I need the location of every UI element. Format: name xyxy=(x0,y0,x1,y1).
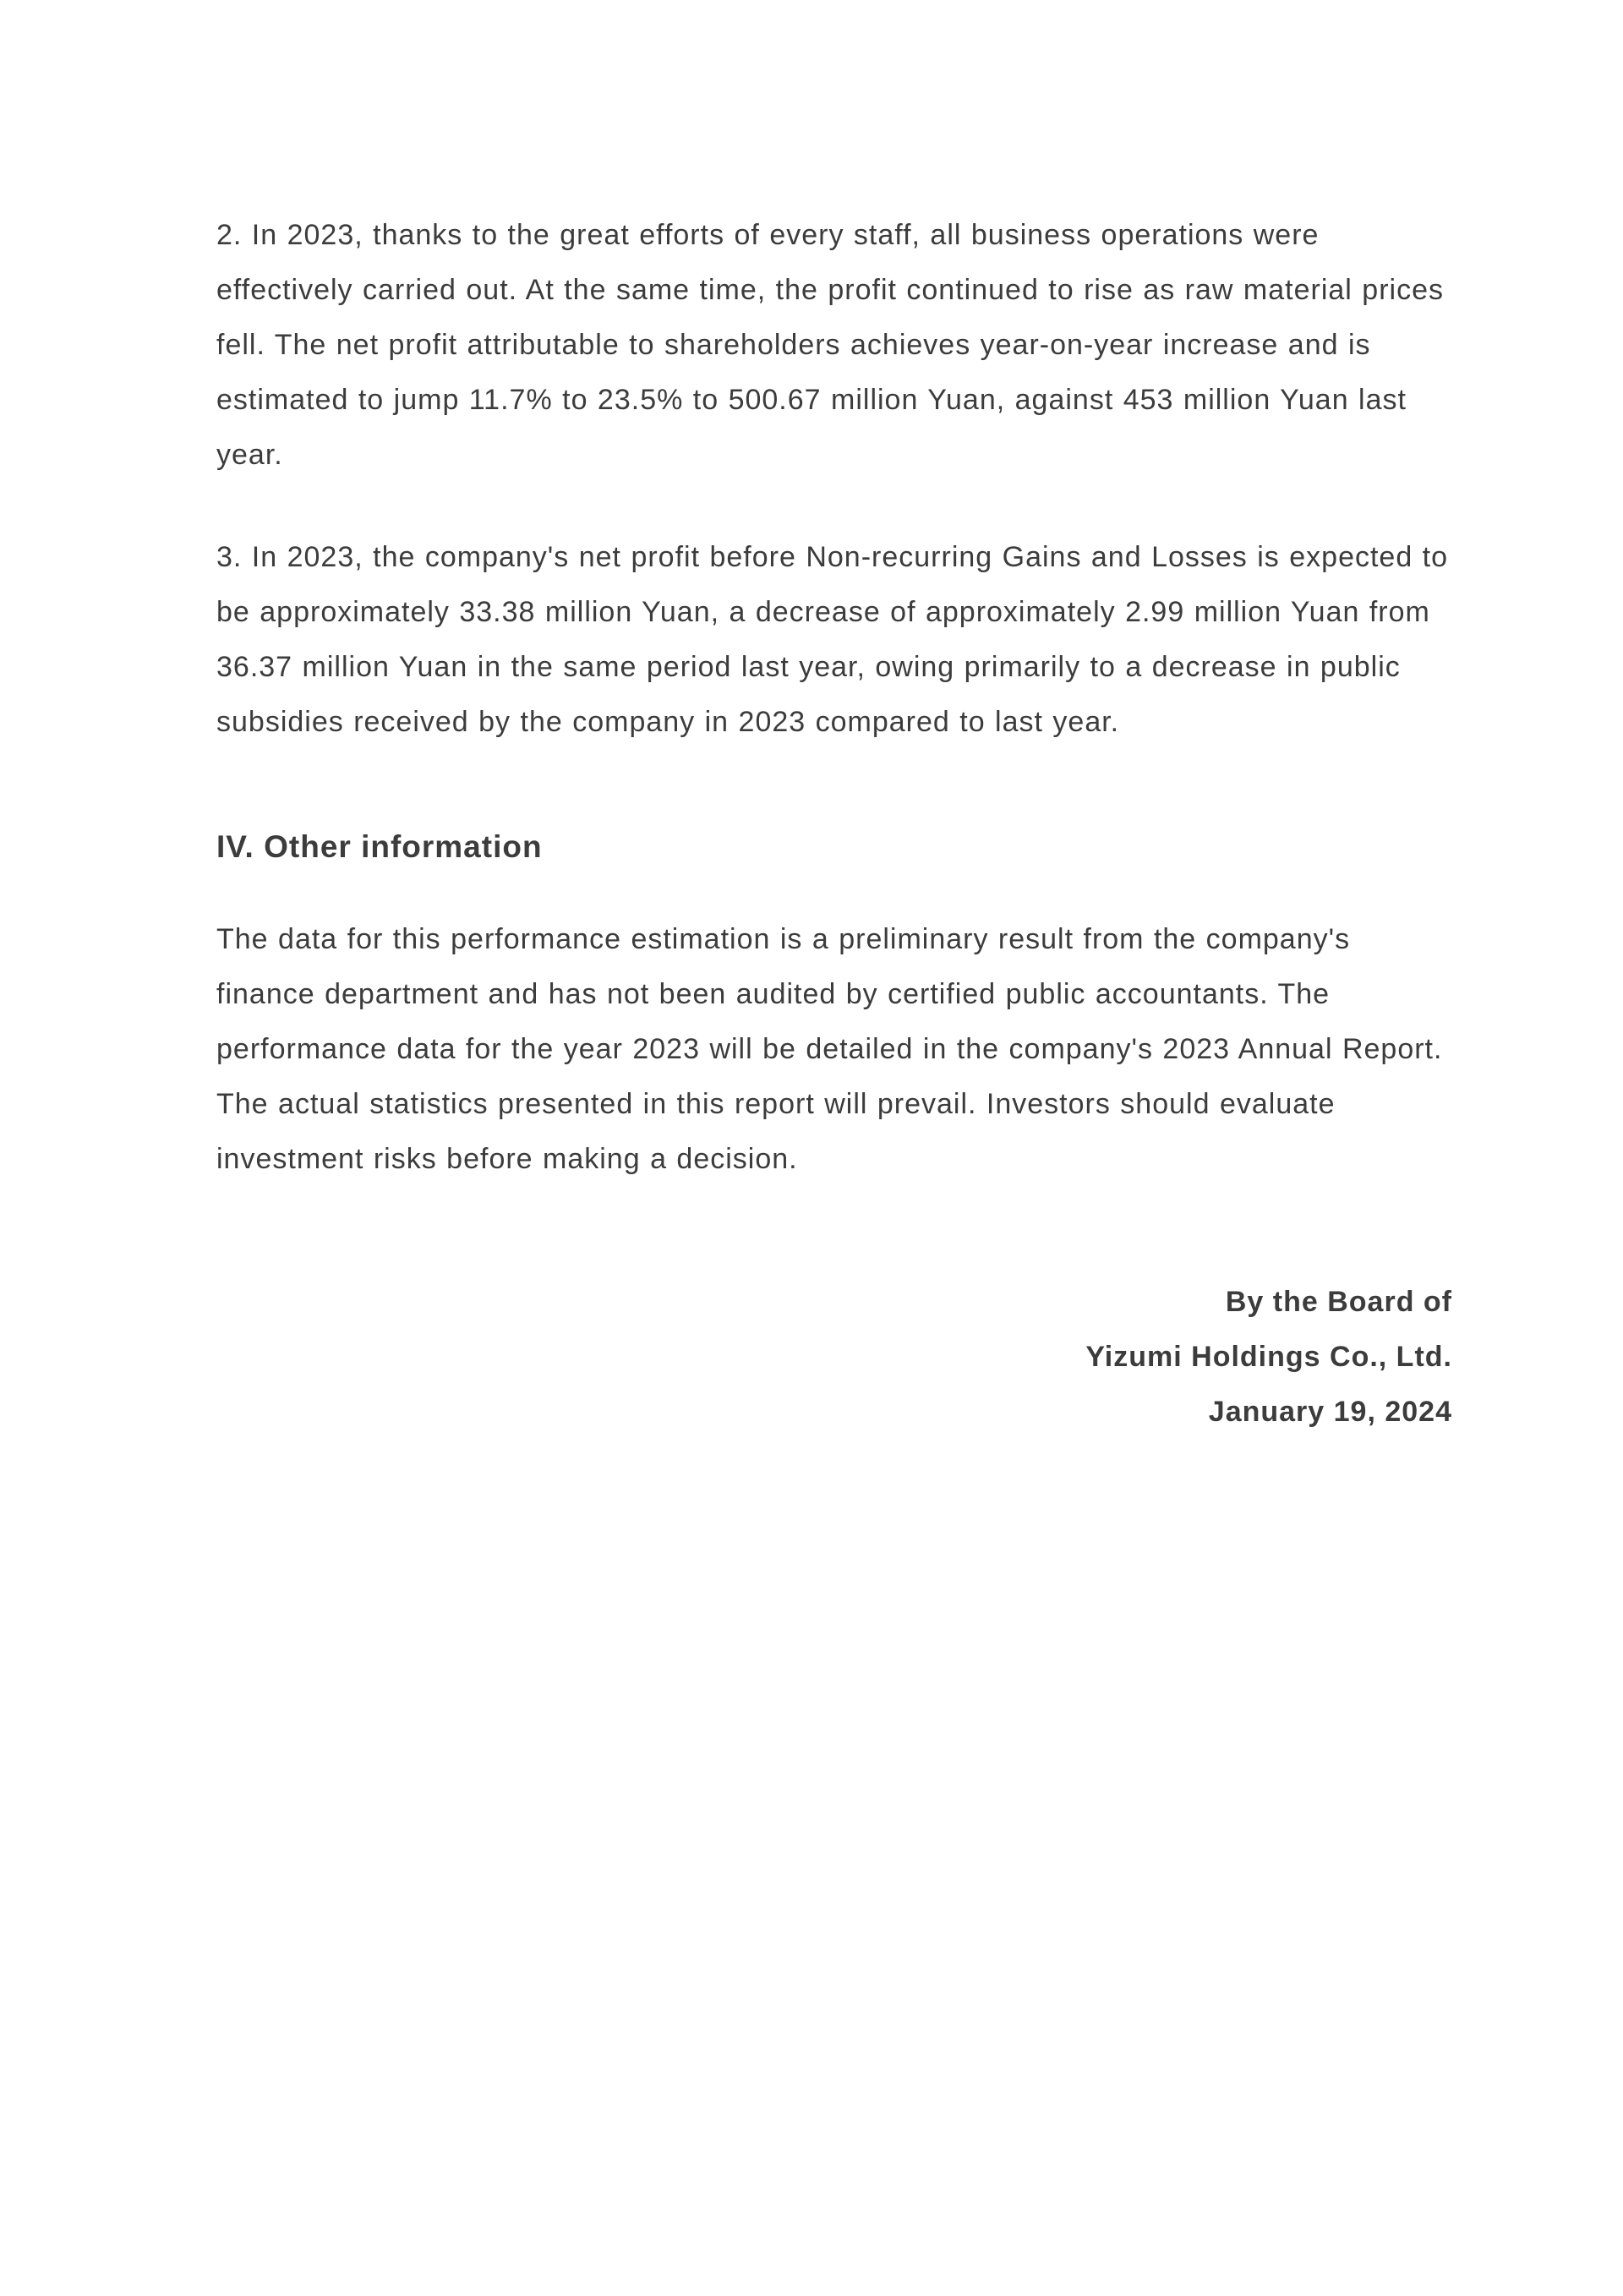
signoff-company-line: Yizumi Holdings Co., Ltd. xyxy=(1085,1341,1452,1373)
signoff-by-line: By the Board of xyxy=(1225,1286,1452,1318)
paragraph-profit-increase: 2. In 2023, thanks to the great efforts of every staff, all business operations were effectively carried out. At the same time, the profit continued to rise as raw material prices fell. The net profit attributable to shareholders achieves year-on-year increase and is estimated to jump 11.7% to 23.5% to 500.67 million Yuan, against 453 million Yuan last year. xyxy=(216,219,1444,471)
signoff-block xyxy=(216,1275,1452,1440)
section-heading-other-information: IV. Other information xyxy=(216,829,543,864)
paragraph-non-recurring-profit: 3. In 2023, the company's net profit before Non-recurring Gains and Losses is expected to be approximately 33.38 million Yuan, a decrease of approximately 2.99 million Yuan from 36.37 million Yuan in the same period last year, owing primarily to a decrease in public subsidies received by the company in 2023 compared to last year. xyxy=(216,541,1449,738)
signoff-date-line: January 19, 2024 xyxy=(1208,1396,1452,1428)
paragraph-disclaimer: The data for this performance estimation is a preliminary result from the company's finance department and has not been audited by certified public accountants. The performance data for the year 2023 will be detailed in the company's 2023 Annual Report. The actual statistics presented in this report will prevail. Investors should evaluate investment risks before making a decision. xyxy=(216,923,1443,1175)
document-content xyxy=(216,0,1452,1440)
